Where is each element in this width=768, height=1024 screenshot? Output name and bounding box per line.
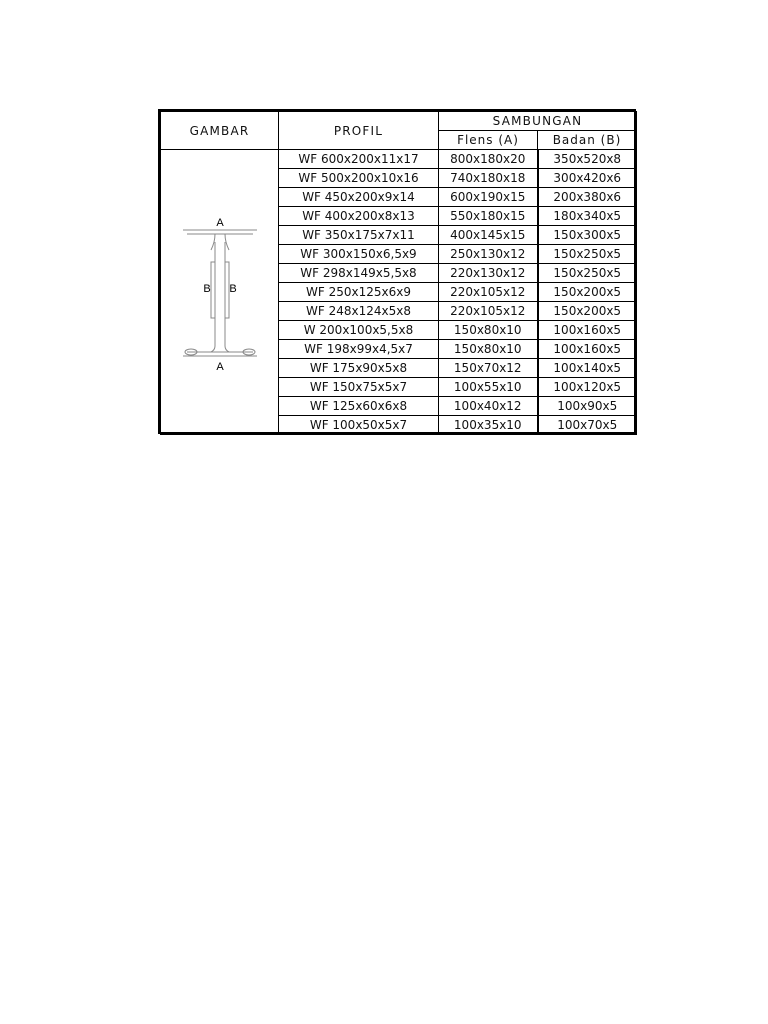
table-row: [161, 150, 637, 169]
cell-flens: 100x55x10: [439, 378, 538, 397]
label-a-bottom: A: [216, 361, 224, 373]
cell-badan: 100x140x5: [538, 359, 637, 378]
cell-profil: WF 125x60x6x8: [279, 397, 439, 416]
cell-badan: 300x420x6: [538, 169, 637, 188]
cell-profil: WF 600x200x11x17: [279, 150, 439, 169]
cell-badan: 100x90x5: [538, 397, 637, 416]
cell-flens: 220x130x12: [439, 264, 538, 283]
cell-badan: 100x160x5: [538, 321, 637, 340]
cell-profil: WF 298x149x5,5x8: [279, 264, 439, 283]
gambar-cell: [161, 150, 279, 435]
cell-badan: 200x380x6: [538, 188, 637, 207]
cell-flens: 220x105x12: [439, 283, 538, 302]
cell-flens: 220x105x12: [439, 302, 538, 321]
cell-badan: 150x300x5: [538, 226, 637, 245]
label-b-left: B: [203, 283, 211, 295]
header-profil: PROFIL: [279, 112, 439, 150]
cell-profil: WF 100x50x5x7: [279, 416, 439, 435]
cell-badan: 150x200x5: [538, 302, 637, 321]
cell-flens: 600x190x15: [439, 188, 538, 207]
cell-badan: 150x250x5: [538, 245, 637, 264]
cell-profil: WF 198x99x4,5x7: [279, 340, 439, 359]
cell-flens: 400x145x15: [439, 226, 538, 245]
wf-profile-drawing: [161, 150, 279, 433]
cell-badan: 150x200x5: [538, 283, 637, 302]
cell-badan: 150x250x5: [538, 264, 637, 283]
header-gambar: GAMBAR: [161, 112, 279, 150]
cell-flens: 740x180x18: [439, 169, 538, 188]
cell-profil: WF 250x125x6x9: [279, 283, 439, 302]
cell-flens: 150x70x12: [439, 359, 538, 378]
cell-profil: W 200x100x5,5x8: [279, 321, 439, 340]
header-sambungan: SAMBUNGAN: [439, 112, 637, 131]
header-badan: Badan (B): [538, 131, 637, 150]
cell-badan: 100x70x5: [538, 416, 637, 435]
cell-profil: WF 248x124x5x8: [279, 302, 439, 321]
cell-flens: 100x35x10: [439, 416, 538, 435]
cell-flens: 150x80x10: [439, 321, 538, 340]
cell-profil: WF 450x200x9x14: [279, 188, 439, 207]
cell-flens: 250x130x12: [439, 245, 538, 264]
cell-flens: 550x180x15: [439, 207, 538, 226]
cell-profil: WF 500x200x10x16: [279, 169, 439, 188]
cell-flens: 150x80x10: [439, 340, 538, 359]
cell-profil: WF 300x150x6,5x9: [279, 245, 439, 264]
cell-profil: WF 150x75x5x7: [279, 378, 439, 397]
label-b-right: B: [229, 283, 237, 295]
profile-connection-table: [158, 109, 636, 434]
cell-badan: 180x340x5: [538, 207, 637, 226]
cell-profil: WF 350x175x7x11: [279, 226, 439, 245]
header-flens: Flens (A): [439, 131, 538, 150]
cell-badan: 100x120x5: [538, 378, 637, 397]
label-a-top: A: [216, 217, 224, 229]
cell-flens: 800x180x20: [439, 150, 538, 169]
cell-badan: 100x160x5: [538, 340, 637, 359]
table: [160, 111, 637, 435]
cell-badan: 350x520x8: [538, 150, 637, 169]
cell-flens: 100x40x12: [439, 397, 538, 416]
cell-profil: WF 400x200x8x13: [279, 207, 439, 226]
cell-profil: WF 175x90x5x8: [279, 359, 439, 378]
